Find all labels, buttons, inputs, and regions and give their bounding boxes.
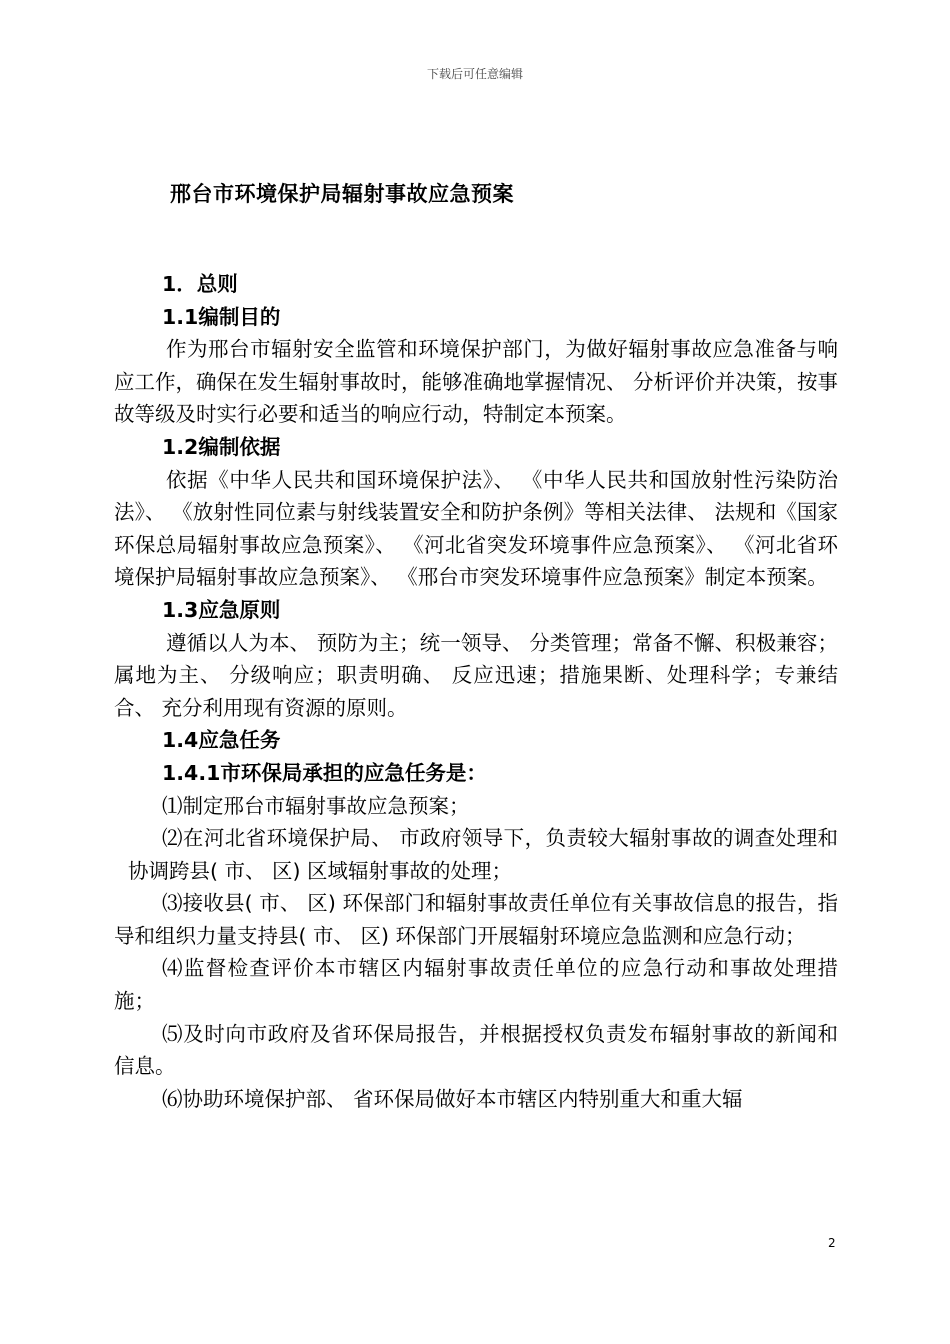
list-item: ⑴制定邢台市辐射事故应急预案；	[162, 793, 470, 818]
section-1-1-paragraph: 作为邢台市辐射安全监管和环境保护部门，为做好辐射事故应急准备与响应工作，确保在发生辐射事故时，能够准确地掌握情况、 分析评价并决策，按事故等级及时实行必要和适当的响应行动，特制定本预案。	[114, 337, 839, 427]
section-heading-1-4: 1.4应急任务	[162, 728, 281, 753]
section-1-3-paragraph: 遵循以人为本、 预防为主；统一领导、 分类管理；常备不懈、积极兼容；属地为主、 分级响应；职责明确、 反应迅速；措施果断、处理科学；专兼结合、 充分利用现有资源的原则。	[114, 630, 838, 720]
section-heading-1-1: 1.1编制目的	[162, 304, 281, 329]
list-item: ⑹协助环境保护部、 省环保局做好本市辖区内特别重大和重大辐	[162, 1086, 743, 1111]
section-heading-1-4-1: 1.4.1市环保局承担的应急任务是：	[162, 760, 487, 785]
section-1-2-paragraph: 依据《中华人民共和国环境保护法》、 《中华人民共和国放射性污染防治法》、 《放射性同位素与射线装置安全和防护条例》等相关法律、 法规和《国家环保总局辐射事故应急预案》、 《河北省突发环境事件应急预案》、 《河北省环境保护局辐射事故应急预案》、 《邢台市突发环境事件应急预案》制定本预案。	[114, 467, 838, 590]
page-header: 下载后可任意编辑	[426, 67, 523, 81]
section-heading-1: 1．总则	[162, 272, 238, 296]
list-item: ⑵在河北省环境保护局、 市政府领导下，负责较大辐射事故的调查处理和协调跨县( 市、 区) 区域辐射事故的处理；	[128, 826, 838, 883]
document-title: 邢台市环境保护局辐射事故应急预案	[170, 182, 514, 206]
document-body	[114, 268, 838, 1115]
list-item: ⑷监督检查评价本市辖区内辐射事故责任单位的应急行动和事故处理措施；	[114, 956, 838, 1014]
list-item: ⑸及时向市政府及省环保局报告，并根据授权负责发布辐射事故的新闻和信息。	[114, 1021, 838, 1079]
section-heading-1-3: 1.3应急原则	[162, 597, 281, 622]
page-number: 2	[828, 1236, 836, 1250]
section-heading-1-2: 1.2编制依据	[162, 434, 281, 459]
list-item: ⑶接收县( 市、 区) 环保部门和辐射事故责任单位有关事故信息的报告，指导和组织力量支持县( 市、 区) 环保部门开展辐射环境应急监测和应急行动；	[114, 891, 838, 948]
